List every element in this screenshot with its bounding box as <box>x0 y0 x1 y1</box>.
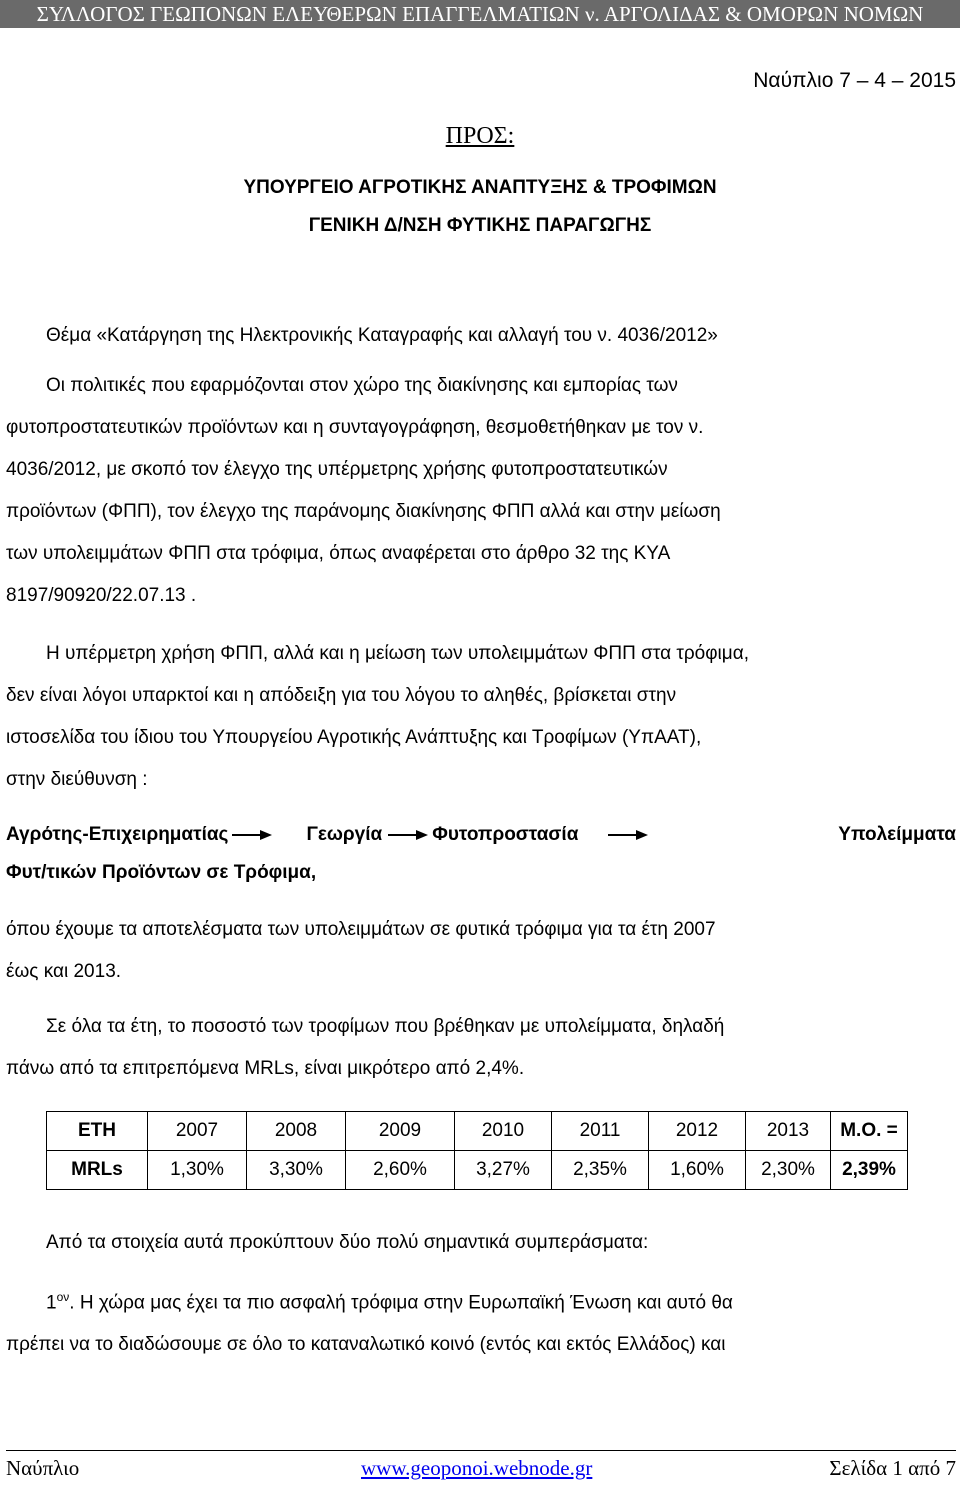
year-cell: 2010 <box>455 1112 552 1151</box>
conclusion-text: . Η χώρα μας έχει τα πιο ασφαλή τρόφιμα στην Ευρωπαϊκή Ένωση και αυτό θα <box>69 1292 733 1314</box>
footer-website-link[interactable]: www.geoponoi.webnode.gr <box>361 1456 593 1480</box>
paragraph-line: έως και 2013. <box>6 961 122 982</box>
right-arrow-icon <box>232 829 272 841</box>
paragraph-line: όπου έχουμε τα αποτελέσματα των υπολειμμάτων σε φυτικά τρόφιμα για τα έτη 2007 <box>6 919 716 940</box>
paragraph-overuse <box>6 633 956 801</box>
table-header-cell: ΕΤΗ <box>47 1112 148 1151</box>
paragraph-line: πάνω από τα επιτρεπόμενα MRLs, είναι μικρότερο από 2,4%. <box>6 1058 525 1079</box>
paragraph-line: Σε όλα τα έτη, το ποσοστό των τροφίμων που βρέθηκαν με υπολείμματα, δηλαδή <box>46 1016 725 1037</box>
subject-line: Θέμα «Κατάργηση της Ηλεκτρονικής Καταγραφής και αλλαγή του ν. 4036/2012» <box>46 325 718 346</box>
mrl-table <box>46 1111 908 1190</box>
path-row <box>6 816 956 854</box>
paragraph-line: των υπολειμμάτων ΦΠΠ στα τρόφιμα, όπως αναφέρεται στο άρθρο 32 της ΚΥΑ <box>6 543 671 564</box>
conclusion-intro: Από τα στοιχεία αυτά προκύπτουν δύο πολύ σημαντικά συμπεράσματα: <box>46 1232 649 1253</box>
value-cell: 2,30% <box>746 1151 831 1190</box>
paragraph-policies <box>6 365 956 617</box>
footer-place: Ναύπλιο <box>6 1456 80 1480</box>
conclusion-line: πρέπει να το διαδώσουμε σε όλο το καταναλωτικό κοινό (εντός και εκτός Ελλάδος) και <box>6 1334 726 1356</box>
paragraph-line: στην διεύθυνση : <box>6 769 148 790</box>
paragraph-line: 4036/2012, με σκοπό τον έλεγχο της υπέρμετρης χρήσης φυτοπροστατευτικών <box>6 459 668 480</box>
conclusion-line <box>6 1276 956 1324</box>
conclusion-first <box>6 1276 956 1366</box>
value-cell: 3,27% <box>455 1151 552 1190</box>
value-cell: 1,60% <box>649 1151 746 1190</box>
paragraph-line: Η υπέρμετρη χρήση ΦΠΠ, αλλά και η μείωση των υπολειμμάτων ΦΠΠ στα τρόφιμα, <box>46 643 749 664</box>
table-row <box>47 1151 908 1190</box>
table-row <box>47 1112 908 1151</box>
year-cell: 2013 <box>746 1112 831 1151</box>
footer-page-number: Σελίδα 1 από 7 <box>829 1456 956 1480</box>
right-arrow-icon <box>388 829 428 841</box>
table-header-cell: MRLs <box>47 1151 148 1190</box>
document-header: ΣΥΛΛΟΓΟΣ ΓΕΩΠΟΝΩΝ ΕΛΕΥΘΕΡΩΝ ΕΠΑΓΓΕΛΜΑΤΙΩΝ ν. ΑΡΓΟΛΙΔΑΣ & ΟΜΟΡΩΝ ΝΟΜΩΝ <box>0 0 960 28</box>
path-step-plant-protection: Φυτοπροστασία <box>432 824 579 845</box>
year-cell: 2007 <box>148 1112 247 1151</box>
path-step-agriculture: Γεωργία <box>306 824 383 845</box>
path-step-residues-continued: Φυτ/τικών Προϊόντων σε Τρόφιμα, <box>6 862 317 883</box>
paragraph-percentage <box>6 1006 956 1090</box>
recipient-label: ΠΡΟΣ: <box>445 123 515 149</box>
year-cell: 2008 <box>247 1112 346 1151</box>
year-cell: 2011 <box>552 1112 649 1151</box>
recipient-directorate: ΓΕΝΙΚΗ Δ/ΝΣΗ ΦΥΤΙΚΗΣ ΠΑΡΑΓΩΓΗΣ <box>308 215 652 236</box>
paragraph-line: προϊόντων (ΦΠΠ), τον έλεγχο της παράνομης διακίνησης ΦΠΠ αλλά και στην μείωση <box>6 501 721 522</box>
average-value-cell: 2,39% <box>831 1151 908 1190</box>
value-cell: 1,30% <box>148 1151 247 1190</box>
conclusion-ordinal-suffix: ον <box>56 1290 70 1304</box>
recipient-ministry: ΥΠΟΥΡΓΕΙΟ ΑΓΡΟΤΙΚΗΣ ΑΝΑΠΤΥΞΗΣ & ΤΡΟΦΙΜΩΝ <box>243 177 717 198</box>
paragraph-line: ιστοσελίδα του ίδιου του Υπουργείου Αγροτικής Ανάπτυξης και Τροφίμων (ΥπΑΑΤ), <box>6 727 702 748</box>
paragraph-line: δεν είναι λόγοι υπαρκτοί και η απόδειξη για του λόγου το αληθές, βρίσκεται στην <box>6 685 677 706</box>
document-date: Ναύπλιο 7 – 4 – 2015 <box>753 69 956 92</box>
average-label-cell: Μ.Ο. = <box>831 1112 908 1151</box>
paragraph-line: 8197/90920/22.07.13 . <box>6 585 197 606</box>
value-cell: 2,60% <box>346 1151 455 1190</box>
value-cell: 2,35% <box>552 1151 649 1190</box>
paragraph-line: Οι πολιτικές που εφαρμόζονται στον χώρο της διακίνησης και εμπορίας των <box>46 375 678 396</box>
year-cell: 2012 <box>649 1112 746 1151</box>
navigation-path <box>6 816 956 892</box>
document-footer <box>6 1450 956 1485</box>
path-step-residues: Υπολείμματα <box>838 824 956 845</box>
paragraph-results <box>6 909 956 993</box>
paragraph-line: φυτοπροστατευτικών προϊόντων και η συνταγογράφηση, θεσμοθετήθηκαν με τον ν. <box>6 417 704 438</box>
path-step-farmer: Αγρότης-Επιχειρηματίας <box>6 824 229 845</box>
mrl-table-container <box>46 1111 908 1190</box>
conclusion-number: 1 <box>46 1292 57 1314</box>
year-cell: 2009 <box>346 1112 455 1151</box>
value-cell: 3,30% <box>247 1151 346 1190</box>
right-arrow-icon <box>608 829 648 841</box>
